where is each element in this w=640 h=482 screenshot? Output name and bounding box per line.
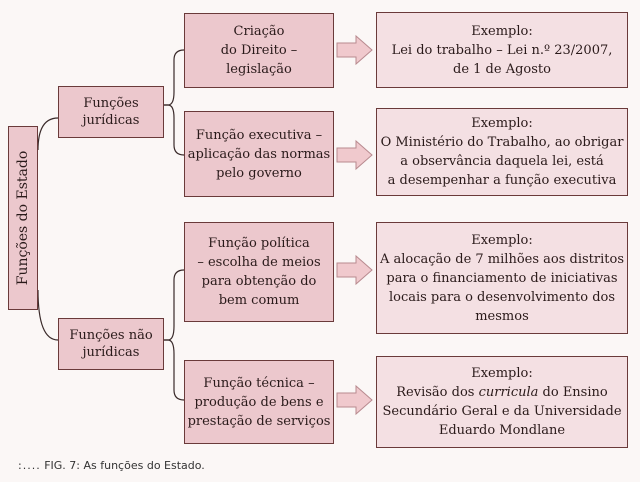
example-title: Exemplo:: [471, 366, 533, 381]
connector-root-nao-juridicas: [38, 290, 58, 340]
example-text: O Ministério do Trabalho, ao obrigar a observância daquela lei, está a desempenhar a função executiva: [380, 135, 624, 188]
arrow-3-icon: [337, 256, 372, 284]
example-text: A alocação de 7 milhões aos distritos para o financiamento de iniciativas locais para o desenvolvimento dos mesmos: [379, 251, 625, 324]
example-box-3: [376, 222, 628, 334]
connector-naojur-tecnica: [164, 340, 184, 400]
category-juridicas: [58, 86, 164, 138]
root-label: Funções do Estado: [15, 150, 31, 286]
function-box-politica: [184, 222, 334, 322]
category-nao-juridicas: [58, 318, 164, 370]
example-text-before: Revisão dos: [396, 385, 479, 400]
example-text-after: do Ensino Secundário Geral e da Universidade Eduardo Mondlane: [382, 385, 622, 438]
category-nao-juridicas-label: Funções não jurídicas: [69, 328, 153, 360]
connector-naojur-politica: [164, 270, 184, 340]
example-text-italic: curricula: [478, 385, 539, 400]
example-title: Exemplo:: [471, 232, 533, 248]
connector-juridicas-criacao: [164, 50, 184, 105]
example-box-4: [376, 356, 628, 448]
example-title: Exemplo:: [471, 116, 533, 131]
function-box-criacao: [184, 13, 334, 88]
example-box-1: [376, 12, 628, 88]
caption-dots: :....: [18, 459, 41, 472]
figure-caption: [18, 459, 205, 472]
function-box-executiva: [184, 111, 334, 197]
caption-text: FIG. 7: As funções do Estado.: [44, 459, 205, 472]
function-label: Criação do Direito – legislação: [220, 24, 298, 77]
example-title: Exemplo:: [471, 23, 533, 39]
arrow-2-icon: [337, 141, 372, 169]
function-label: Função executiva – aplicação das normas pelo governo: [187, 127, 331, 181]
root-box: [8, 126, 38, 310]
connector-juridicas-executiva: [164, 105, 184, 155]
example-text: Lei do trabalho – Lei n.º 23/2007, de 1 de Agosto: [391, 42, 613, 77]
function-box-tecnica: [184, 360, 334, 444]
function-label: Função política – escolha de meios para obtenção do bem comum: [197, 236, 321, 308]
connector-root-juridicas: [38, 118, 58, 150]
function-label: Função técnica – produção de bens e prestação de serviços: [187, 375, 331, 429]
arrow-1-icon: [337, 36, 372, 64]
example-box-2: [376, 108, 628, 196]
category-juridicas-label: Funções jurídicas: [82, 96, 140, 128]
arrow-4-icon: [337, 386, 372, 414]
